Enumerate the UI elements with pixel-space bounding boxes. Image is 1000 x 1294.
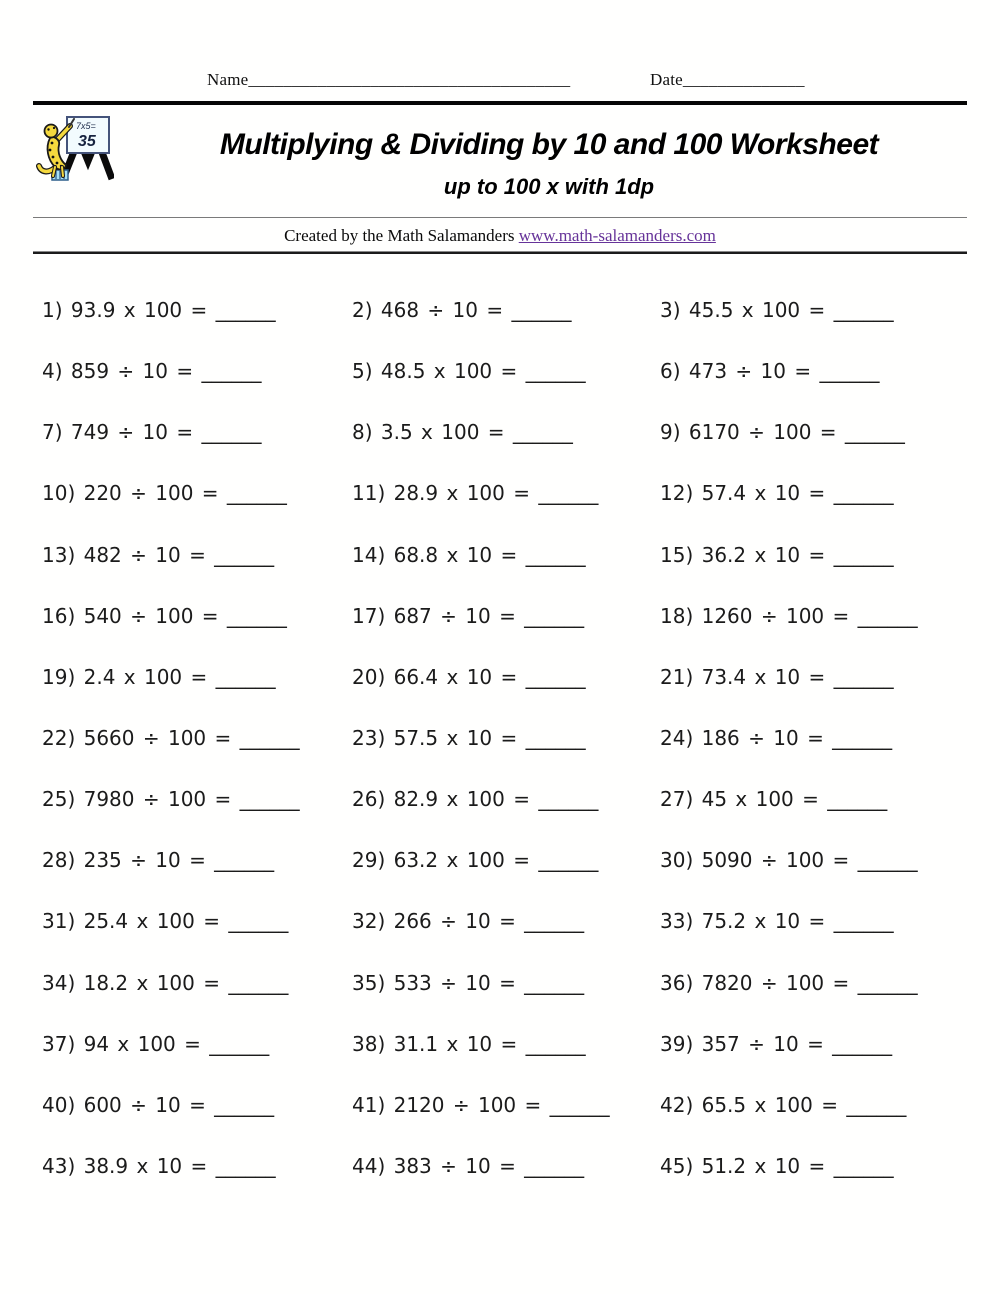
problem-item: 17) 687 ÷ 10 = ______: [352, 603, 585, 628]
problem-item: 24) 186 ÷ 10 = ______: [660, 725, 893, 750]
problem-item: 16) 540 ÷ 100 = ______: [42, 603, 287, 628]
credit-text: Created by the Math Salamanders: [284, 226, 519, 245]
math-salamanders-logo: [36, 115, 114, 183]
problem-item: 31) 25.4 x 100 = ______: [42, 909, 289, 934]
problem-item: 11) 28.9 x 100 = ______: [352, 481, 599, 506]
problem-item: 2) 468 ÷ 10 = ______: [352, 298, 572, 322]
easel-board-icon: [67, 117, 109, 153]
math-salamanders-link[interactable]: www.math-salamanders.com: [518, 226, 716, 245]
problem-item: 29) 63.2 x 100 = ______: [352, 848, 599, 873]
credit-bottom-rule: [33, 251, 967, 254]
problem-item: 23) 57.5 x 10 = ______: [352, 725, 586, 750]
problem-item: 33) 75.2 x 10 = ______: [660, 909, 894, 934]
credit-line: [0, 226, 1000, 246]
problem-item: 26) 82.9 x 100 = ______: [352, 787, 599, 812]
problem-item: 8) 3.5 x 100 = ______: [352, 420, 573, 445]
problem-item: 38) 31.1 x 10 = ______: [352, 1031, 586, 1056]
problem-item: 42) 65.5 x 100 = ______: [660, 1092, 907, 1117]
svg-text:7x5=: 7x5=: [76, 121, 96, 131]
problem-item: 1) 93.9 x 100 = ______: [42, 298, 276, 322]
problem-item: 18) 1260 ÷ 100 = ______: [660, 603, 918, 628]
problem-item: 22) 5660 ÷ 100 = ______: [42, 725, 300, 750]
credit-top-rule: [33, 217, 967, 218]
problem-item: 44) 383 ÷ 10 = ______: [352, 1153, 585, 1178]
name-field-line: [207, 70, 570, 90]
problem-item: 28) 235 ÷ 10 = ______: [42, 848, 275, 873]
svg-text:35: 35: [78, 133, 96, 150]
problem-item: 43) 38.9 x 10 = ______: [42, 1153, 276, 1178]
problem-item: 4) 859 ÷ 10 = ______: [42, 359, 262, 384]
worksheet-title: Multiplying & Dividing by 10 and 100 Worksheet: [219, 128, 879, 161]
problem-item: 32) 266 ÷ 10 = ______: [352, 909, 585, 934]
problem-item: 13) 482 ÷ 10 = ______: [42, 542, 275, 567]
problem-item: 35) 533 ÷ 10 = ______: [352, 970, 585, 995]
problem-item: 19) 2.4 x 100 = ______: [42, 664, 276, 689]
problem-item: 14) 68.8 x 10 = ______: [352, 542, 586, 567]
date-blank-line: ______________: [682, 70, 805, 89]
date-label: Date: [650, 70, 683, 89]
name-label: Name: [207, 70, 249, 89]
problem-item: 27) 45 x 100 = ______: [660, 787, 888, 812]
problem-item: 10) 220 ÷ 100 = ______: [42, 481, 287, 506]
problem-item: 15) 36.2 x 10 = ______: [660, 542, 894, 567]
problem-item: 25) 7980 ÷ 100 = ______: [42, 787, 300, 812]
problem-item: 34) 18.2 x 100 = ______: [42, 970, 289, 995]
problem-item: 21) 73.4 x 10 = ______: [660, 664, 894, 689]
problem-item: 36) 7820 ÷ 100 = ______: [660, 970, 918, 995]
problem-item: 5) 48.5 x 100 = ______: [352, 359, 586, 384]
worksheet-subtitle: up to 100 x with 1dp: [443, 174, 655, 199]
problem-item: 12) 57.4 x 10 = ______: [660, 481, 894, 506]
problem-item: 6) 473 ÷ 10 = ______: [660, 359, 880, 384]
problem-item: 40) 600 ÷ 10 = ______: [42, 1092, 275, 1117]
date-field-line: [650, 70, 805, 90]
header-top-rule: [33, 101, 967, 105]
problem-item: 9) 6170 ÷ 100 = ______: [660, 420, 905, 445]
problems-grid: [42, 297, 972, 1214]
problem-item: 3) 45.5 x 100 = ______: [660, 298, 894, 322]
problem-item: 39) 357 ÷ 10 = ______: [660, 1031, 893, 1056]
problem-item: 41) 2120 ÷ 100 = ______: [352, 1092, 610, 1117]
problem-item: 20) 66.4 x 10 = ______: [352, 664, 586, 689]
problem-item: 45) 51.2 x 10 = ______: [660, 1153, 894, 1178]
name-blank-line: _____________________________________: [248, 70, 571, 89]
problem-item: 7) 749 ÷ 10 = ______: [42, 420, 262, 445]
problem-item: 30) 5090 ÷ 100 = ______: [660, 848, 918, 873]
problem-item: 37) 94 x 100 = ______: [42, 1031, 270, 1056]
